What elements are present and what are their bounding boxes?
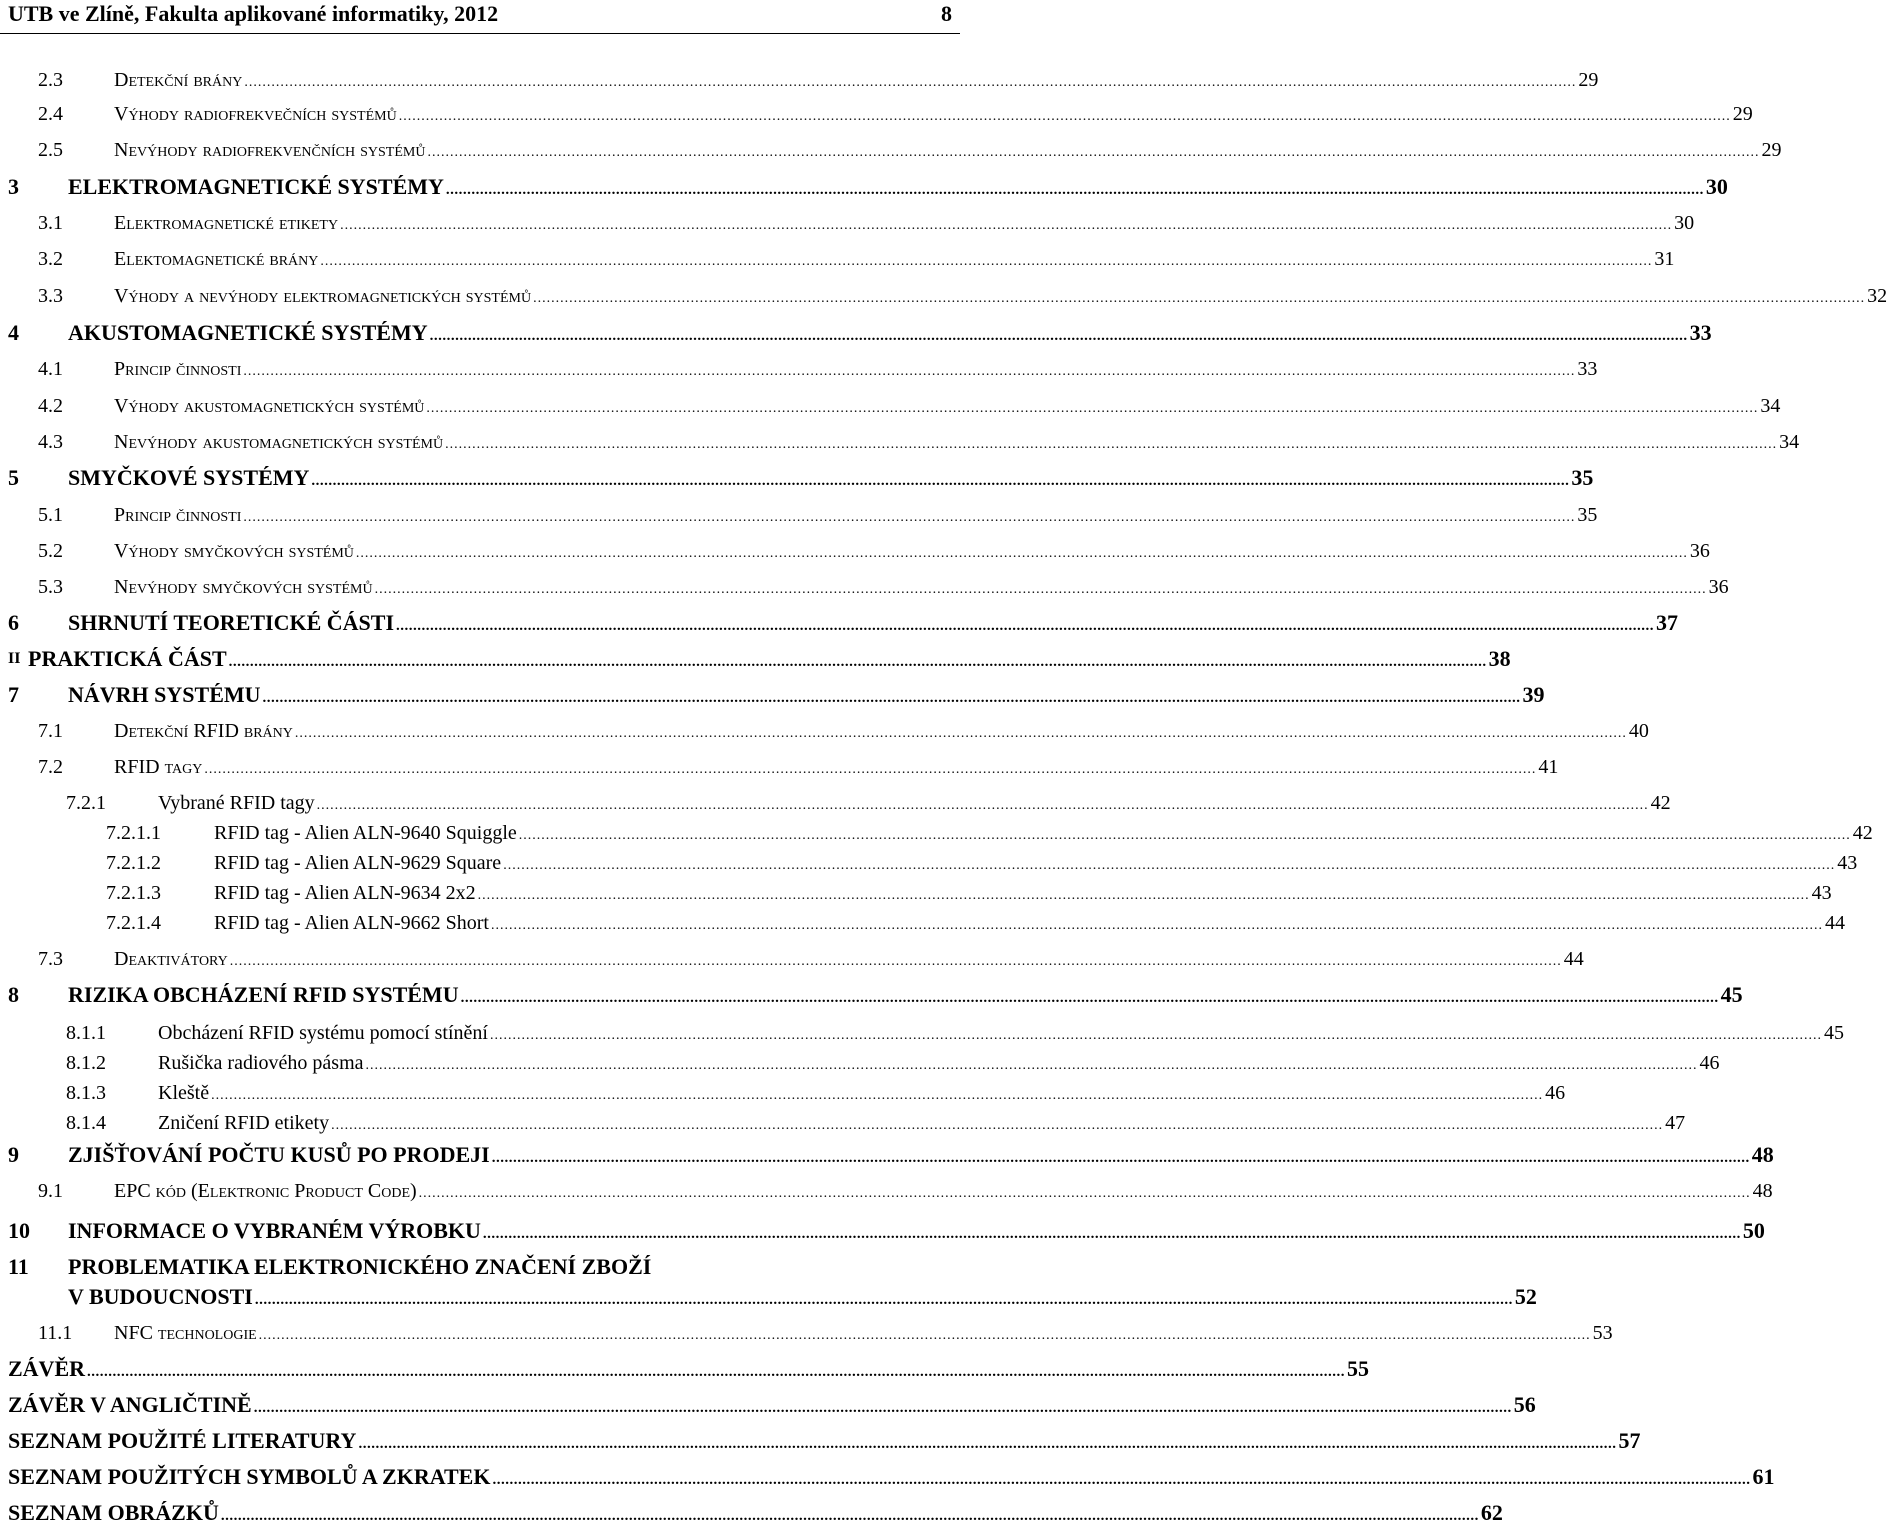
toc-leader [263,682,1521,714]
toc-leader [244,67,1576,99]
toc-page: 36 [1708,576,1729,598]
toc-page: 46 [1545,1082,1566,1104]
toc-leader [356,538,1688,570]
toc-leader [230,946,1562,978]
toc-number: 10 [8,1218,30,1243]
toc-number: 7.2.1.4 [106,912,161,934]
toc-title: Zničení RFID etikety [158,1112,330,1134]
toc-title: SEZNAM POUŽITÝCH SYMBOLŮ A ZKRATEK [8,1464,491,1489]
toc-page: 35 [1571,465,1594,490]
toc-title: NFC technologie [114,1322,257,1344]
toc-entry[interactable] [0,353,1598,385]
toc-leader [229,646,1487,678]
toc-page: 40 [1628,720,1649,742]
toc-title: PROBLEMATIKA ELEKTRONICKÉHO ZNAČENÍ ZBOŽÍ [68,1254,652,1279]
toc-title: EPC kód (Elektronic Product Code) [114,1180,417,1202]
toc-entry[interactable] [0,943,1584,975]
toc-title: Výhody smyčkových systémů [114,540,354,562]
toc-page: 32 [1867,285,1887,307]
toc-number: 4 [8,320,19,345]
toc-entry[interactable] [0,817,1873,849]
toc-page: 29 [1732,103,1753,125]
toc-leader [375,574,1707,606]
toc-leader [446,174,1704,206]
toc-number: 2.3 [38,69,63,91]
toc-leader [311,465,1569,497]
toc-title: RFID tag - Alien ALN-9662 Short [214,912,489,934]
toc-number: 8.1.1 [66,1022,106,1044]
toc-entry[interactable] [0,907,1845,939]
toc-page: 57 [1618,1428,1641,1453]
toc-number: 3 [8,174,19,199]
toc-title: PRAKTICKÁ ČÁST [28,646,227,671]
toc-entry[interactable] [0,1017,1844,1049]
toc-entry[interactable] [0,462,1594,494]
toc-entry[interactable] [0,679,1545,711]
toc-entry[interactable] [0,207,1695,239]
toc-leader [221,1500,1479,1532]
toc-leader [491,910,1823,942]
toc-number: 3.2 [38,248,63,270]
toc-number: 7.2.1 [66,792,106,814]
toc-title: Výhody akustomagnetických systémů [114,395,425,417]
toc-leader [295,718,1627,750]
toc-entry[interactable] [0,1353,1370,1385]
toc-entry[interactable] [0,1107,1686,1139]
toc-entry[interactable] [0,1077,1566,1109]
toc-number: 7.2.1.2 [106,852,161,874]
toc-title: Obcházení RFID systému pomocí stínění [158,1022,488,1044]
toc-entry[interactable] [0,571,1729,603]
toc-page: 45 [1720,982,1743,1007]
toc-title: RIZIKA OBCHÁZENÍ RFID SYSTÉMU [68,982,459,1007]
toc-entry[interactable] [0,751,1559,783]
toc-page: 29 [1578,69,1599,91]
toc-entry[interactable] [0,847,1858,879]
toc-page: 50 [1742,1218,1765,1243]
toc-number: 2.5 [38,139,63,161]
toc-page: 52 [1514,1284,1537,1309]
toc-number: 2.4 [38,103,63,125]
toc-title: Vybrané RFID tagy [158,792,315,814]
toc-page: 41 [1538,756,1559,778]
toc-number: 4.3 [38,431,63,453]
toc-title: Detekční brány [114,69,243,91]
toc-number: 7.1 [38,720,63,742]
toc-page: 30 [1705,174,1728,199]
toc-entry[interactable] [0,1425,1641,1457]
toc-number: 5.1 [38,504,63,526]
toc-entry[interactable] [0,1139,1774,1171]
toc-title: Deaktivátory [114,948,228,970]
toc-entry[interactable] [0,715,1649,747]
toc-entry[interactable] [0,1047,1720,1079]
toc-page: 29 [1761,139,1782,161]
toc-entry[interactable] [0,787,1671,819]
toc-title: Rušička radiového pásma [158,1052,364,1074]
toc-entry-continued[interactable] [0,1281,1537,1313]
toc-title: ZÁVĚR V ANGLIČTINĚ [8,1392,252,1417]
toc-page: 33 [1689,320,1712,345]
toc-page: 31 [1654,248,1675,270]
toc-entry[interactable] [0,1389,1536,1421]
toc-number: 3.1 [38,212,63,234]
toc-entry[interactable] [0,643,1511,675]
toc-page: 36 [1689,540,1710,562]
toc-title: NÁVRH SYSTÉMU [68,682,261,707]
toc-entry[interactable] [0,1215,1765,1247]
toc-title: Nevýhody akustomagnetických systémů [114,431,444,453]
toc-title: Princip činnosti [114,358,242,380]
toc-leader [427,137,1759,169]
toc-entry[interactable] [0,1461,1775,1493]
toc-page: 44 [1563,948,1584,970]
toc-page: 48 [1751,1142,1774,1167]
toc-title: Nevýhody radiofrekvenčních systémů [114,139,426,161]
toc-title: RFID tag - Alien ALN-9634 2x2 [214,882,476,904]
toc-page: 43 [1811,882,1832,904]
toc-number: 7.2.1.3 [106,882,161,904]
toc-entry[interactable] [0,64,1599,96]
toc-leader [445,429,1777,461]
toc-title: Nevýhody smyčkových systémů [114,576,373,598]
toc-entry[interactable] [0,1317,1613,1349]
toc-number: 8 [8,982,19,1007]
toc-number: 3.3 [38,285,63,307]
toc-leader [340,210,1672,242]
toc-leader [259,1320,1591,1352]
toc-number: 7.3 [38,948,63,970]
toc-leader [430,320,1688,352]
toc-title: Elektromagnetické etikety [114,212,339,234]
toc-title: Výhody a nevýhody elektromagnetických systémů [114,285,532,307]
toc-title: RFID tag - Alien ALN-9629 Square [214,852,502,874]
toc-page: 46 [1699,1052,1720,1074]
toc-leader [320,246,1652,278]
toc-leader [461,982,1719,1014]
toc-entry[interactable] [0,390,1781,422]
toc-title: ZÁVĚR [8,1356,86,1381]
toc-page: 34 [1779,431,1800,453]
toc-number: 5.3 [38,576,63,598]
toc-leader [492,1142,1750,1174]
toc-page: 55 [1347,1356,1370,1381]
toc-title: Princip činnosti [114,504,242,526]
toc-page: 62 [1480,1500,1503,1525]
toc-entry[interactable] [0,171,1728,203]
toc-number: 7.2 [38,756,63,778]
toc-title: INFORMACE O VYBRANÉM VÝROBKU [68,1218,481,1243]
toc-page: 35 [1577,504,1598,526]
header-title: UTB ve Zlíně, Fakulta aplikované informatiky, 2012 [8,1,499,26]
toc-number: 8.1.2 [66,1052,106,1074]
toc-leader [204,754,1536,786]
toc-title: SEZNAM POUŽITÉ LITERATURY [8,1428,357,1453]
toc-title: SEZNAM OBRÁZKŮ [8,1500,219,1525]
toc-title: ELEKTROMAGNETICKÉ SYSTÉMY [68,174,444,199]
toc-leader [492,1464,1750,1496]
toc-entry[interactable] [0,607,1679,639]
toc-page: 37 [1656,610,1679,635]
toc-title: RFID tag - Alien ALN-9640 Squiggle [214,822,517,844]
toc-number: 11.1 [38,1322,73,1344]
toc-leader [396,610,1654,642]
toc-title: SMYČKOVÉ SYSTÉMY [68,465,310,490]
toc-leader [87,1356,1345,1388]
toc-page: 44 [1825,912,1845,934]
toc-title: RFID tagy [114,756,203,778]
toc-number: 4.2 [38,395,63,417]
toc-title: Detekční RFID brány [114,720,293,742]
toc-number: 5 [8,465,19,490]
toc-leader [419,1178,1751,1210]
toc-entry[interactable] [0,426,1800,458]
toc-title: Kleště [158,1082,210,1104]
toc-page: 39 [1522,682,1545,707]
toc-title: ZJIŠŤOVÁNÍ POČTU KUSŮ PO PRODEJI [68,1142,490,1167]
toc-leader [243,356,1575,388]
toc-leader [399,101,1731,133]
toc-page: 43 [1837,852,1858,874]
header-page-number: 8 [941,1,952,26]
toc-page: 33 [1577,358,1598,380]
toc-page: 61 [1752,1464,1775,1489]
toc-number: 9 [8,1142,19,1167]
toc-entry[interactable] [0,535,1710,567]
toc-leader [533,283,1865,315]
toc-title: AKUSTOMAGNETICKÉ SYSTÉMY [68,320,428,345]
toc-leader [255,1284,1513,1316]
toc-number: 6 [8,610,19,635]
toc-page: 30 [1674,212,1695,234]
toc-entry[interactable] [0,243,1675,275]
toc-entry[interactable] [0,1497,1503,1529]
toc-leader [358,1428,1616,1460]
toc-number: 8.1.3 [66,1082,106,1104]
toc-title: SHRNUTÍ TEORETICKÉ ČÁSTI [68,610,395,635]
toc-leader [243,502,1575,534]
toc-page: 34 [1760,395,1781,417]
toc-title: Elektomagnetické brány [114,248,319,270]
toc-page: 38 [1488,646,1511,671]
toc-entry[interactable] [0,877,1832,909]
toc-number: 9.1 [38,1180,63,1202]
toc-entry[interactable] [0,1175,1773,1207]
toc-entry[interactable] [0,134,1782,166]
toc-page: 53 [1592,1322,1613,1344]
toc-number: 7 [8,682,19,707]
toc-entry[interactable] [0,280,1887,312]
toc-number: 11 [8,1254,29,1279]
toc-entry[interactable] [0,317,1712,349]
toc-page: 45 [1823,1022,1844,1044]
toc-title: Výhody radiofrekvečních systémů [114,103,397,125]
toc-number: II [8,650,21,667]
toc-leader [483,1218,1741,1250]
toc-entry[interactable] [0,1251,960,1283]
toc-page: 48 [1752,1180,1773,1202]
toc-number: 5.2 [38,540,63,562]
toc-title-continued: V BUDOUCNOSTI [68,1284,253,1309]
toc-page: 42 [1650,792,1671,814]
toc-leader [426,393,1758,425]
toc-entry[interactable] [0,499,1598,531]
toc-page: 56 [1513,1392,1536,1417]
toc-page: 42 [1852,822,1873,844]
toc-leader [331,1110,1663,1142]
toc-entry[interactable] [0,98,1753,130]
toc-number: 8.1.4 [66,1112,106,1134]
toc-entry[interactable] [0,979,1743,1011]
toc-leader [254,1392,1512,1424]
toc-number: 7.2.1.1 [106,822,161,844]
toc-page: 47 [1665,1112,1686,1134]
toc-number: 4.1 [38,358,63,380]
